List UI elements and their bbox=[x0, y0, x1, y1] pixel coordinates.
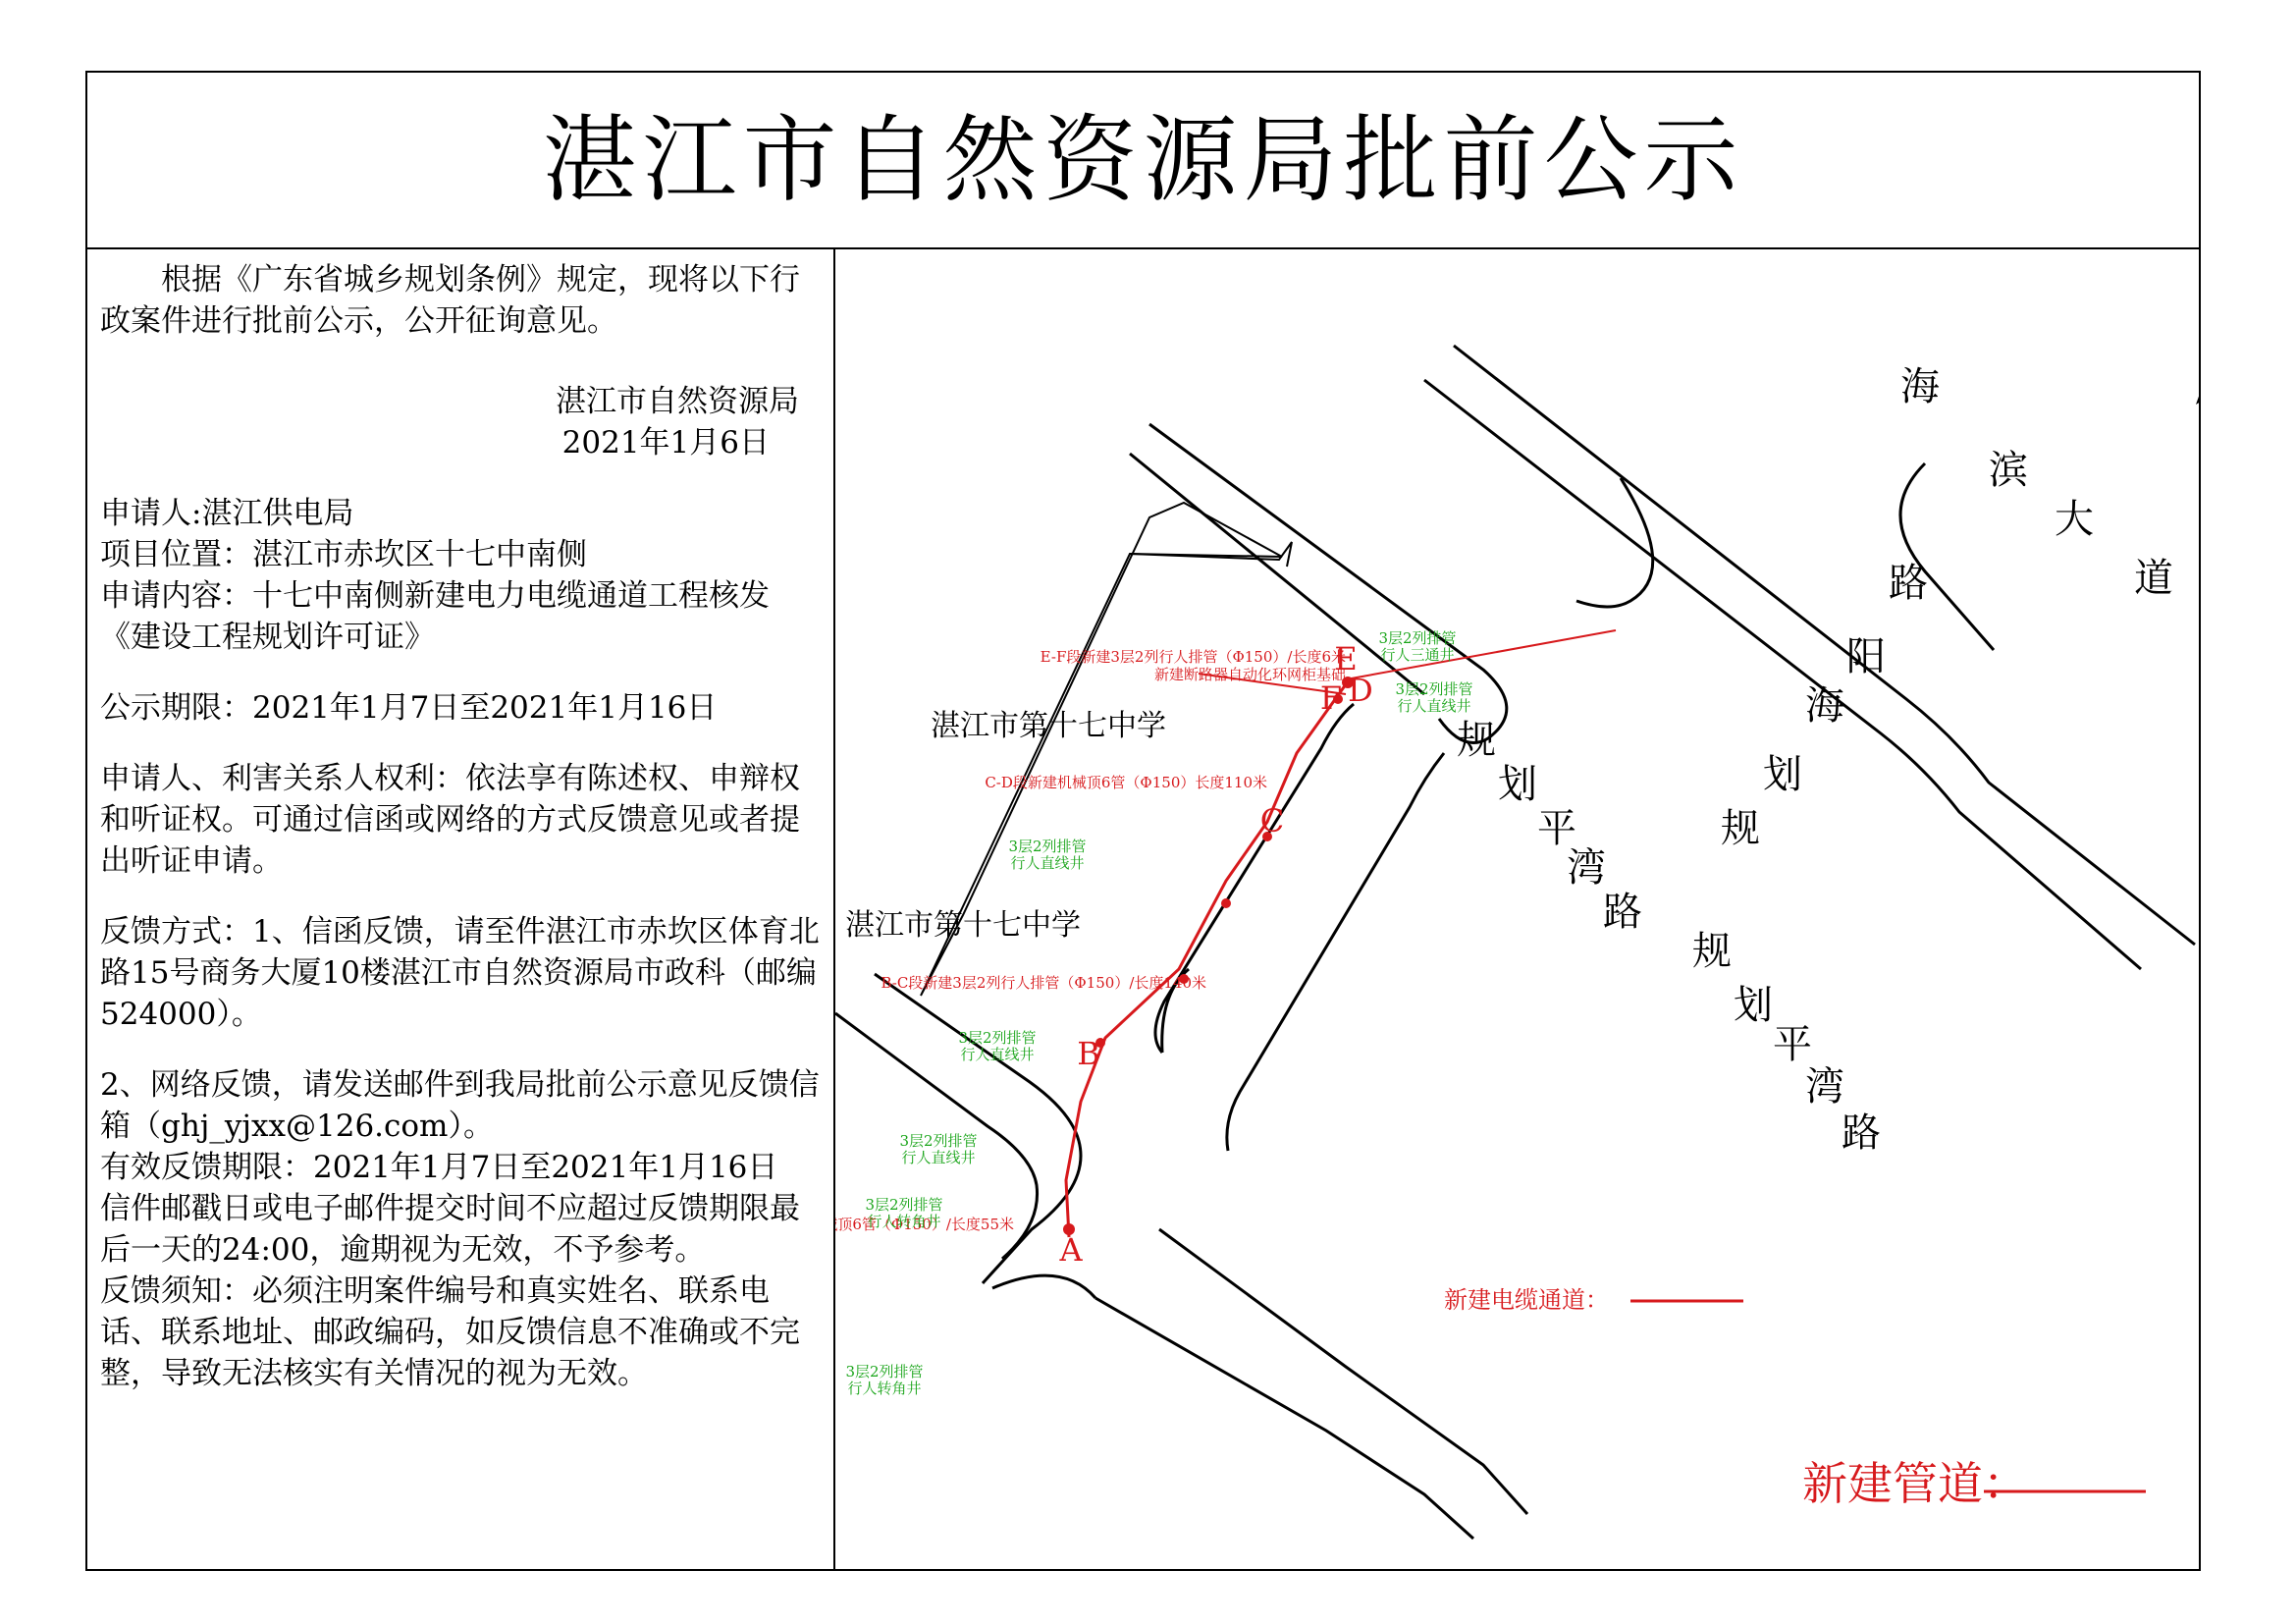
title-row bbox=[87, 73, 2199, 249]
road-pw2-2: 划 bbox=[1734, 983, 1773, 1028]
segment-bc-label: B-C段新建3层2列行人排管（Φ150）/长度140米 bbox=[881, 974, 1206, 992]
road-pw2-3: 平 bbox=[1773, 1022, 1812, 1067]
notice-intro: 根据《广东省城乡规划条例》规定，现将以下行政案件进行批前公示，公开征询意见。 bbox=[100, 262, 800, 339]
haibin-road-edge-1 bbox=[1454, 346, 2195, 945]
project-location: 项目位置：湛江市赤坎区十七中南侧 bbox=[100, 537, 587, 572]
point-f: F bbox=[1319, 679, 1343, 717]
legend-pipe-label: 新建管道： bbox=[1802, 1457, 2028, 1510]
pingwan-corner bbox=[992, 1275, 1095, 1298]
page-title: 湛江市自然资源局批前公示 bbox=[542, 105, 1744, 215]
point-c: C bbox=[1259, 802, 1285, 839]
well-a-line1: 3层2列排管 bbox=[845, 1363, 924, 1380]
well-m2-line1: 3层2列排管 bbox=[899, 1132, 978, 1150]
well-a-line2: 行人转角井 bbox=[847, 1380, 922, 1397]
road-pw1-4: 湾 bbox=[1567, 845, 1606, 891]
well-c-line2: 行人直线井 bbox=[1010, 854, 1085, 872]
road-yanghai-4: 划 bbox=[1763, 752, 1802, 797]
notice-period: 公示期限：2021年1月7日至2021年1月16日 bbox=[100, 690, 718, 726]
applicant: 申请人:湛江供电局 bbox=[100, 496, 354, 531]
postmark-note: 信件邮戳日或电子邮件提交时间不应超过反馈期限最后一天的24:00，逾期视为无效，不予参考。 bbox=[100, 1191, 800, 1268]
well-d-line2: 行人直线井 bbox=[1397, 697, 1471, 715]
site-map-svg bbox=[835, 247, 2201, 1571]
haibin-corner-ne bbox=[1576, 478, 1653, 607]
point-b: B bbox=[1077, 1035, 1100, 1072]
segment-cd-label: C-D段新建机械顶6管（Φ150）长度110米 bbox=[985, 774, 1267, 791]
node-m1 bbox=[1221, 898, 1231, 908]
rights: 申请人、利害关系人权利：依法享有陈述权、申辩权和听证权。可通过信函或网络的方式反馈意见或者提出听证申请。 bbox=[100, 761, 800, 879]
road-haibin-2: 滨 bbox=[1989, 448, 2028, 493]
well-m1-line1: 3层2列排管 bbox=[958, 1029, 1037, 1047]
yanghai-road-edge-1 bbox=[1155, 704, 1354, 1053]
road-pw1-2: 划 bbox=[1498, 762, 1537, 807]
well-m1-line2: 行人直线井 bbox=[960, 1046, 1035, 1063]
school-label-2: 湛江市第十七中学 bbox=[845, 908, 1081, 943]
point-d: D bbox=[1348, 672, 1373, 709]
pingwan-road-edge-4 bbox=[1159, 1229, 1527, 1514]
well-b-line1: 3层2列排管 bbox=[865, 1196, 943, 1214]
road-yanghai-2: 阳 bbox=[1846, 634, 1886, 679]
well-m2-line2: 行人直线井 bbox=[901, 1149, 976, 1166]
point-a: A bbox=[1059, 1231, 1083, 1269]
notice-frame bbox=[85, 71, 2201, 1571]
notice-text bbox=[100, 259, 827, 1394]
point-e: E bbox=[1334, 640, 1358, 677]
road-pw2-1: 规 bbox=[1692, 929, 1732, 974]
well-e-line2: 行人三通井 bbox=[1380, 646, 1455, 664]
segment-ef-label: E-F段新建3层2列行人排管（Φ150）/长度6米 bbox=[1040, 648, 1346, 666]
notice-panel bbox=[87, 247, 835, 1571]
feedback-notes: 反馈须知：必须注明案件编号和真实姓名、联系电话、联系地址、邮政编码，如反馈信息不准确或不完整，导致无法核实有关情况的视为无效。 bbox=[100, 1273, 800, 1391]
road-haibin-4: 道 bbox=[2134, 556, 2173, 601]
road-haibin-1: 海 bbox=[1900, 364, 1940, 409]
road-pw1-1: 规 bbox=[1457, 718, 1496, 763]
road-pw1-5: 路 bbox=[1603, 890, 1642, 935]
pipe-route bbox=[1066, 684, 1346, 1237]
signature-date: 2021年1月6日 bbox=[561, 425, 770, 460]
legend-cable-label: 新建电缆通道： bbox=[1444, 1286, 1609, 1314]
school-boundary-tab bbox=[1130, 542, 1292, 567]
road-labels bbox=[1457, 364, 2173, 1156]
school-label-1: 湛江市第十七中学 bbox=[931, 709, 1166, 743]
road-yanghai-3: 海 bbox=[1805, 683, 1844, 729]
haibin-road-edge-2 bbox=[1424, 380, 2141, 969]
road-haibin-3: 大 bbox=[2055, 497, 2094, 542]
well-b-line2: 行人转角井 bbox=[867, 1213, 941, 1230]
road-pw2-4: 湾 bbox=[1805, 1064, 1844, 1110]
well-c-line1: 3层2列排管 bbox=[1008, 838, 1087, 855]
well-d-line1: 3层2列排管 bbox=[1395, 680, 1473, 698]
signature-org: 湛江市自然资源局 bbox=[556, 384, 799, 419]
road-pw2-5: 路 bbox=[1842, 1110, 1881, 1156]
road-pw1-3: 平 bbox=[1537, 806, 1576, 851]
application-content: 申请内容：十七中南侧新建电力电缆通道工程核发《建设工程规划许可证》 bbox=[100, 578, 770, 655]
haibin-corner-e bbox=[1900, 463, 1994, 650]
site-map bbox=[835, 247, 2201, 1571]
feedback-email: 2、网络反馈，请发送邮件到我局批前公示意见反馈信箱（ghj_yjxx@126.com）。 bbox=[100, 1067, 820, 1144]
segment-ab-label: 顶6管（Φ150）/长度55米 bbox=[837, 1216, 1014, 1233]
road-yanghai-5: 规 bbox=[1721, 806, 1760, 851]
valid-period: 有效反馈期限：2021年1月7日至2021年1月16日 bbox=[100, 1150, 778, 1185]
road-yanghai-1: 路 bbox=[1889, 561, 1928, 606]
breaker-label: 新建断路器自动化环网柜基础 bbox=[1153, 666, 1346, 683]
north-arrow-icon bbox=[2196, 368, 2201, 405]
pingwan-road-edge-1 bbox=[875, 974, 1081, 1283]
nodes bbox=[1063, 677, 1354, 1235]
feedback-mail: 反馈方式：1、信函反馈，请至件湛江市赤坎区体育北路15号商务大厦10楼湛江市自然资源局市政科（邮编524000）。 bbox=[100, 914, 820, 1032]
well-e-line1: 3层2列排管 bbox=[1378, 629, 1457, 647]
